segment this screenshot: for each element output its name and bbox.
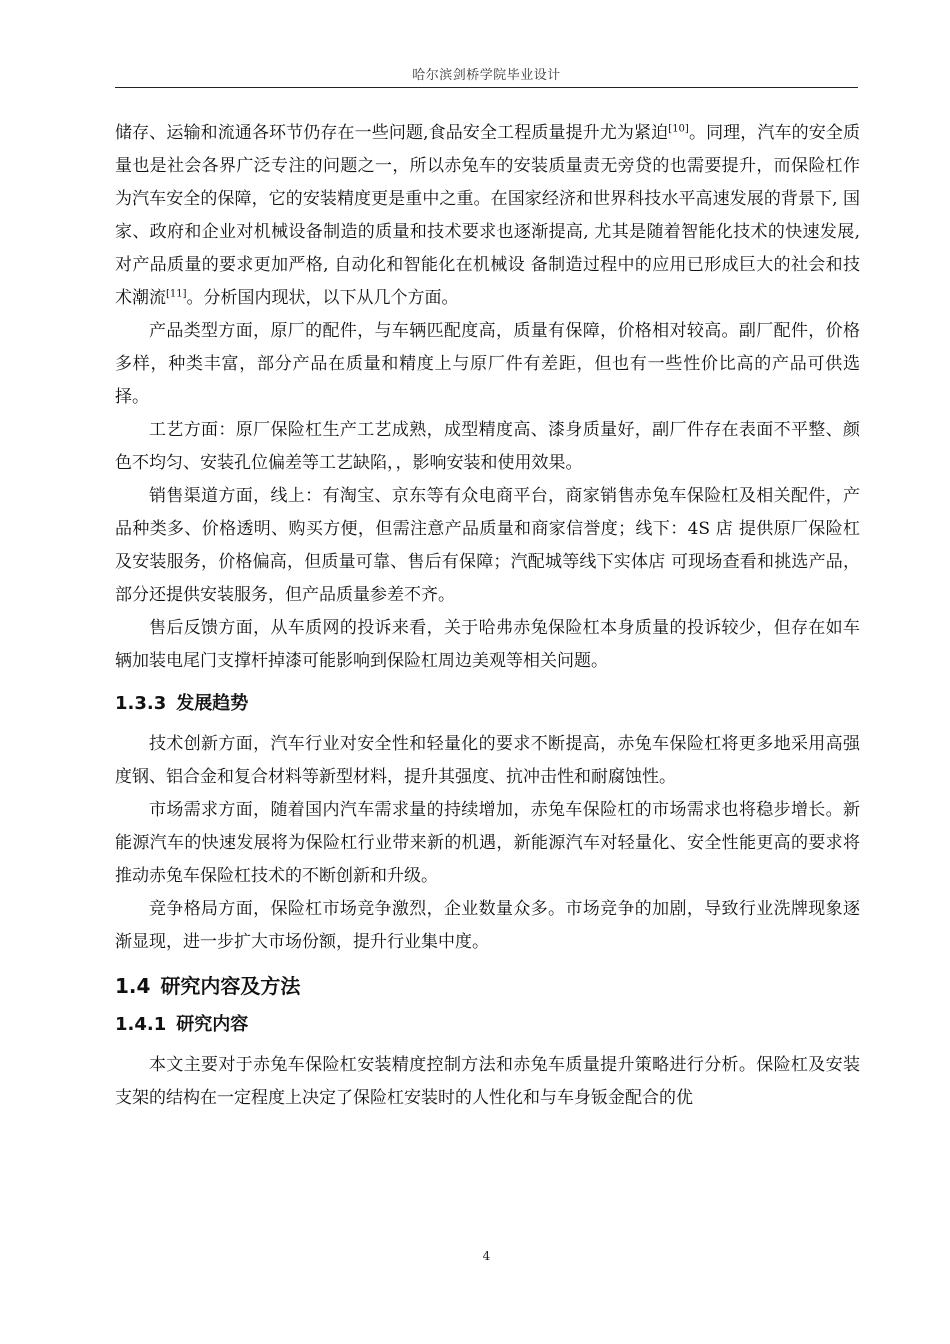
heading-1-4-title: 研究内容及方法 xyxy=(160,974,301,998)
heading-1-4-1 xyxy=(115,1013,860,1037)
document-body xyxy=(115,117,860,1115)
paragraph-process: 工艺方面：原厂保险杠生产工艺成熟，成型精度高、漆身质量好，副厂件存在表面不平整、颜色不均匀、安装孔位偏差等工艺缺陷，，影响安装和使用效果。 xyxy=(115,420,860,473)
heading-1-4-1-title: 研究内容 xyxy=(176,1014,249,1035)
paragraph-1-text-c: 。分析国内现状，以下从几个方面。 xyxy=(186,288,459,308)
heading-1-3-3-number: 1.3.3 xyxy=(115,693,167,714)
paragraph-product-types: 产品类型方面，原厂的配件，与车辆匹配度高，质量有保障，价格相对较高。副厂配件，价格多样，种类丰富，部分产品在质量和精度上与原厂件有差距，但也有一些性价比高的产品可供选择。 xyxy=(115,321,860,407)
page-header: 哈尔滨剑桥学院毕业设计 xyxy=(412,68,561,83)
heading-1-3-3-title: 发展趋势 xyxy=(176,693,249,714)
paragraph-tech-innovation: 技术创新方面，汽车行业对安全性和轻量化的要求不断提高，赤兔车保险杠将更多地采用高强度钢、铝合金和复合材料等新型材料，提升其强度、抗冲击性和耐腐蚀性。 xyxy=(115,734,860,787)
header-rule xyxy=(115,87,858,88)
paragraph-after-sales: 售后反馈方面，从车质网的投诉来看，关于哈弗赤兔保险杠本身质量的投诉较少，但存在如车辆加装电尾门支撑杆掉漆可能影响到保险杠周边美观等相关问题。 xyxy=(115,618,860,671)
paragraph-competition: 竞争格局方面，保险杠市场竞争激烈，企业数量众多。市场竞争的加剧，导致行业洗牌现象逐渐显现，进一步扩大市场份额，提升行业集中度。 xyxy=(115,899,860,952)
heading-1-4-number: 1.4 xyxy=(115,974,151,998)
paragraph-sales-channels: 销售渠道方面，线上：有淘宝、京东等有众电商平台，商家销售赤兔车保险杠及相关配件，产品种类多、价格透明、购买方便，但需注意产品质量和商家信誉度；线下：4S 店 提供原厂保险杠及安装服务，价格偏高，但质量可靠、售后有保障；汽配城等线下实体店 可现场查看和挑选产品，部分还提供安装服务，但产品质量参差不齐。 xyxy=(115,486,860,605)
citation-10: [10] xyxy=(668,123,689,135)
citation-11: [11] xyxy=(166,288,187,300)
paragraph-research-content: 本文主要对于赤兔车保险杠安装精度控制方法和赤兔车质量提升策略进行分析。保险杠及安装支架的结构在一定程度上决定了保险杠安装时的人性化和与车身钣金配合的优 xyxy=(115,1055,860,1108)
paragraph-1 xyxy=(115,117,860,315)
heading-1-4 xyxy=(115,973,860,999)
paragraph-1-text-a: 储存、运输和流通各环节仍存在一些问题,食品安全工程质量提升尤为紧迫 xyxy=(115,123,669,143)
paragraph-market-demand: 市场需求方面，随着国内汽车需求量的持续增加，赤兔车保险杠的市场需求也将稳步增长。新能源汽车的快速发展将为保险杠行业带来新的机遇，新能源汽车对轻量化、安全性能更高的要求将推动赤兔车保险杠技术的不断创新和升级。 xyxy=(115,800,860,886)
page-number: 4 xyxy=(482,1249,491,1263)
heading-1-3-3 xyxy=(115,692,860,716)
paragraph-1-text-b: 。同理，汽车的安全质量也是社会各界广泛专注的问题之一，所以赤兔车的安装质量责无旁贷的也需要提升，而保险杠作为汽车安全的保障，它的安装精度更是重中之重。在国家经济和世界科技水平高速发展的背景下, 国家、政府和企业对机械设备制造的质量和技术要求也逐渐提高, 尤其是随着智能化技术的快速发展,对产品质量的要求更加严格, 自动化和智能化在机械设 备制造过程中的应用已形成巨大的社会和技术潮流 xyxy=(115,123,861,308)
heading-1-4-1-number: 1.4.1 xyxy=(115,1014,167,1035)
